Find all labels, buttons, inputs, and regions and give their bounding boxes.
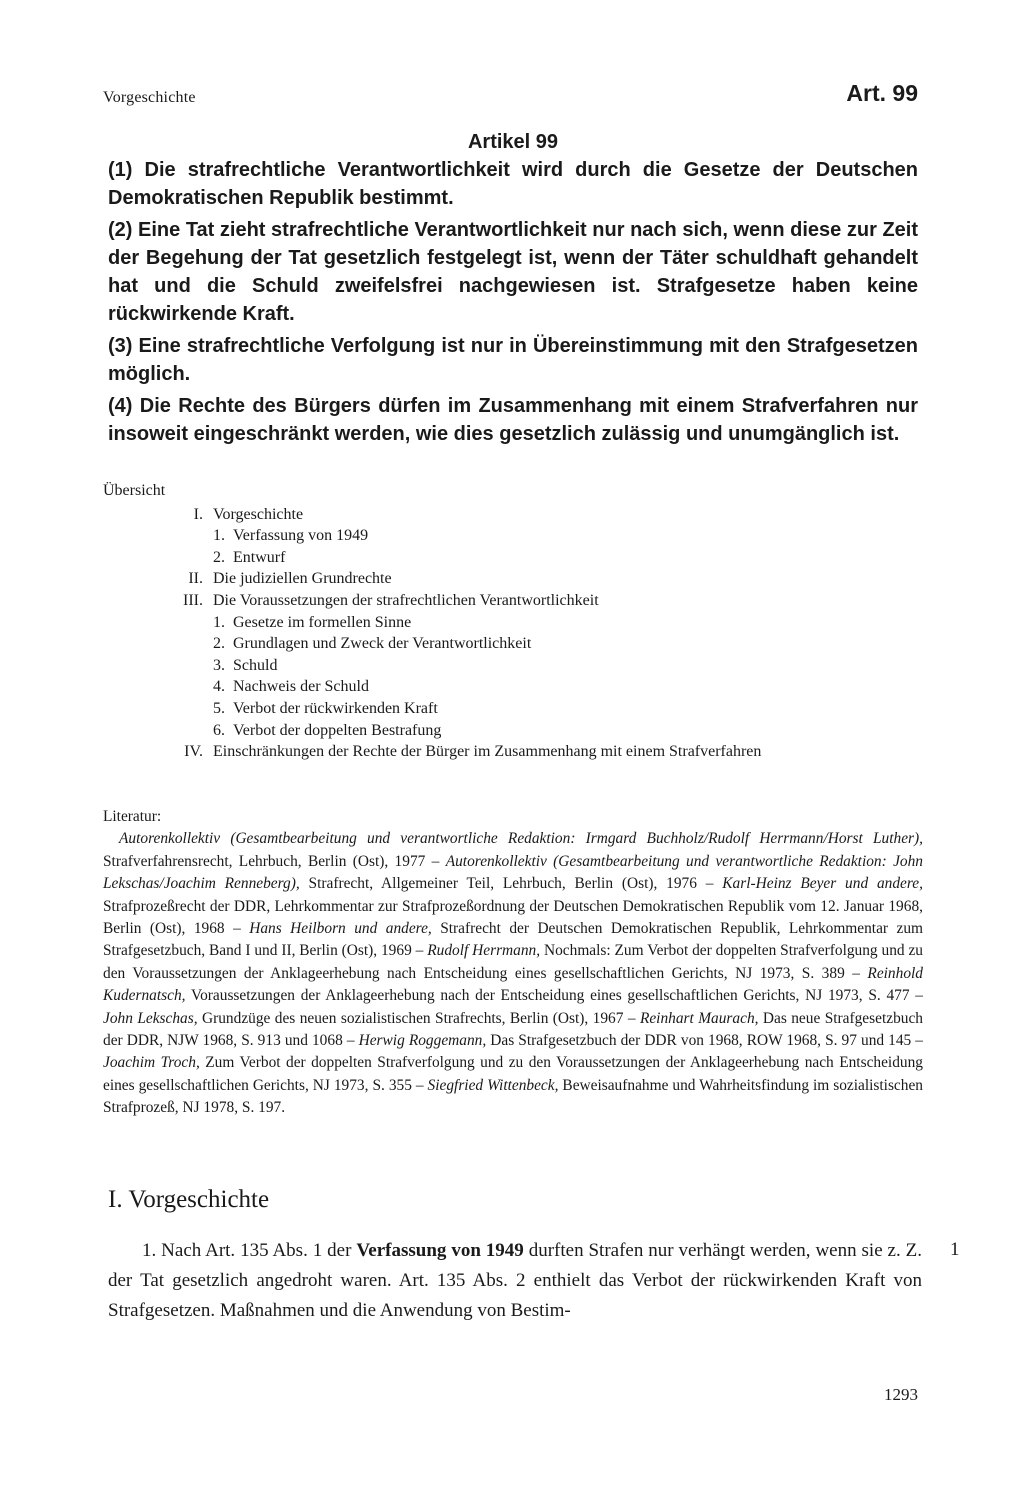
overview-item: [103, 720, 923, 742]
overview-item-number: 2.: [213, 635, 225, 653]
literature-title: Literatur:: [103, 808, 162, 825]
overview-item-number: 4.: [213, 678, 225, 696]
statute-paragraph-2: (2) Eine Tat zieht strafrechtliche Verantwortlichkeit nur nach sich, wenn diese zur Zeit der Begehung der Tat gesetzlich festgelegt ist, wenn der Täter schuldhaft gehandelt hat und die Schuld zweifelsfrei nachgewiesen ist. Strafgesetze haben keine rückwirkende Kraft.: [108, 219, 918, 325]
literature-list: [103, 828, 923, 1119]
overview-title: Übersicht: [103, 482, 166, 499]
literature-author: Reinhart Maurach,: [639, 1009, 759, 1027]
statute-paragraph-3: (3) Eine strafrechtliche Verfolgung ist nur in Übereinstimmung mit den Strafgesetzen möglich.: [108, 335, 918, 385]
overview-item-text: Die judiziellen Grundrechte: [213, 570, 392, 588]
overview-item-text: Entwurf: [233, 548, 286, 566]
overview-section: [103, 480, 923, 763]
literature-reference: Beweisaufnahme und Wahrheitsfindung im sozialistischen Strafprozeß, NJ 1978, S. 197.: [103, 1076, 923, 1117]
overview-item-text: Vorgeschichte: [213, 505, 304, 523]
literature-author: Reinhold Kudernatsch,: [103, 964, 923, 1005]
overview-item: [103, 547, 923, 569]
literature-section: [103, 806, 923, 1120]
section-heading: I. Vorgeschichte: [108, 1186, 270, 1213]
overview-list: [103, 504, 923, 763]
overview-item: [103, 612, 923, 634]
overview-item: [103, 741, 923, 763]
overview-item-text: Einschränkungen der Rechte der Bürger im Zusammenhang mit einem Strafverfahren: [213, 743, 762, 761]
literature-author: Karl-Heinz Beyer und andere,: [722, 875, 923, 893]
literature-reference: Das neue Strafgesetzbuch der DDR, NJW 1968, S. 913 und 1068 –: [103, 1009, 923, 1050]
body-text-emphasis: Verfassung von 1949: [356, 1240, 524, 1261]
margin-number: 1: [950, 1239, 960, 1260]
page-number: 1293: [884, 1385, 918, 1404]
overview-item-text: Die Voraussetzungen der strafrechtlichen Verantwortlichkeit: [213, 591, 599, 609]
literature-author: John Lekschas,: [103, 1009, 198, 1027]
overview-item-number: I.: [193, 505, 203, 523]
overview-item-text: Schuld: [233, 656, 278, 674]
literature-author: Rudolf Herrmann,: [427, 942, 541, 960]
statute-paragraph-4: (4) Die Rechte des Bürgers dürfen im Zusammenhang mit einem Strafverfahren nur insoweit eingeschränkt werden, wie dies gesetzlich zulässig und unumgänglich ist.: [108, 395, 918, 445]
overview-item: [103, 633, 923, 655]
overview-item-text: Grundlagen und Zweck der Verantwortlichkeit: [233, 635, 532, 653]
overview-item-number: 2.: [213, 548, 225, 566]
overview-item-number: 5.: [213, 699, 225, 717]
literature-reference: Strafprozeßrecht der DDR, Lehrkommentar zur Strafprozeßordnung der Deutschen Demokratischen Republik vom 12. Januar 1968, Berlin (Ost), 1968 –: [103, 897, 923, 938]
overview-item-number: II.: [188, 570, 203, 588]
overview-item: [103, 504, 923, 526]
literature-reference: Voraussetzungen der Anklageerhebung nach der Entscheidung eines gesellschaftlichen Gerichts, NJ 1973, S. 477 –: [185, 987, 923, 1005]
literature-author: Autorenkollektiv (Gesamtbearbeitung und verantwortliche Redaktion: Irmgard Buchholz/Rudolf Herrmann/Horst Luther),: [119, 830, 923, 848]
literature-reference: Strafrecht, Allgemeiner Teil, Lehrbuch, Berlin (Ost), 1976 –: [299, 875, 723, 893]
overview-item: [103, 568, 923, 590]
statute-paragraph-1: (1) Die strafrechtliche Verantwortlichkeit wird durch die Gesetze der Deutschen Demokratischen Republik bestimmt.: [108, 159, 918, 209]
overview-item-text: Gesetze im formellen Sinne: [233, 613, 412, 631]
overview-item-number: 3.: [213, 656, 225, 674]
body-paragraph: [108, 1236, 922, 1326]
literature-reference: Strafverfahrensrecht, Lehrbuch, Berlin (Ost), 1977 –: [103, 852, 446, 870]
overview-item-text: Verbot der rückwirkenden Kraft: [233, 699, 438, 717]
literature-author: Hans Heilborn und andere,: [249, 920, 432, 938]
overview-item-number: 1.: [213, 527, 225, 545]
overview-item: [103, 698, 923, 720]
statute-title: Artikel 99: [467, 131, 559, 153]
literature-author: Autorenkollektiv (Gesamtbearbeitung und verantwortliche Redaktion: John Lekschas/Joachim Renneberg),: [103, 852, 923, 893]
literature-author: Joachim Troch,: [103, 1054, 200, 1072]
literature-reference: Grundzüge des neuen sozialistischen Strafrechts, Berlin (Ost), 1967 –: [197, 1009, 640, 1027]
overview-item-text: Verfassung von 1949: [233, 527, 369, 545]
overview-item: [103, 655, 923, 677]
body-text-start: 1. Nach Art. 135 Abs. 1 der: [142, 1240, 357, 1261]
overview-item-text: Verbot der doppelten Bestrafung: [233, 721, 442, 739]
literature-reference: Nochmals: Zum Verbot der doppelten Strafverfolgung und zu den Voraussetzungen der Anklageerhebung nach Entscheidung eines gesellschaftlichen Gerichts, NJ 1973, S. 389 –: [103, 942, 923, 982]
overview-item-number: III.: [183, 591, 203, 609]
literature-author: Siegfried Wittenbeck,: [427, 1076, 559, 1094]
overview-item-text: Nachweis der Schuld: [233, 678, 369, 696]
literature-reference: Das Strafgesetzbuch der DDR von 1968, ROW 1968, S. 97 und 145 –: [486, 1032, 924, 1050]
literature-reference: Strafrecht der Deutschen Demokratischen Republik, Lehrkommentar zum Strafgesetzbuch, Band I und II, Berlin (Ost), 1969 –: [103, 920, 923, 960]
overview-item-number: 1.: [213, 613, 225, 631]
overview-item-number: IV.: [184, 743, 203, 761]
overview-item: [103, 676, 923, 698]
overview-item: [103, 525, 923, 547]
literature-author: Herwig Roggemann,: [358, 1032, 487, 1050]
overview-item-number: 6.: [213, 721, 225, 739]
overview-item: [103, 590, 923, 612]
literature-reference: Zum Verbot der doppelten Strafverfolgung und zu den Voraussetzungen der Anklageerhebung nach Entscheidung eines gesellschaftlichen Gerichts, NJ 1973, S. 355 –: [103, 1054, 923, 1094]
article-reference: Art. 99: [846, 80, 918, 106]
running-head-title: Vorgeschichte: [103, 89, 196, 106]
statute-text: [108, 128, 918, 452]
body-text-end: durften Strafen nur verhängt werden, wenn sie z. Z. der Tat gesetzlich angedroht waren. Art. 135 Abs. 2 enthielt das Verbot der rückwirkenden Kraft von Strafgesetzen. Maßnahmen und die Anwendung von Bestim-: [108, 1240, 922, 1321]
